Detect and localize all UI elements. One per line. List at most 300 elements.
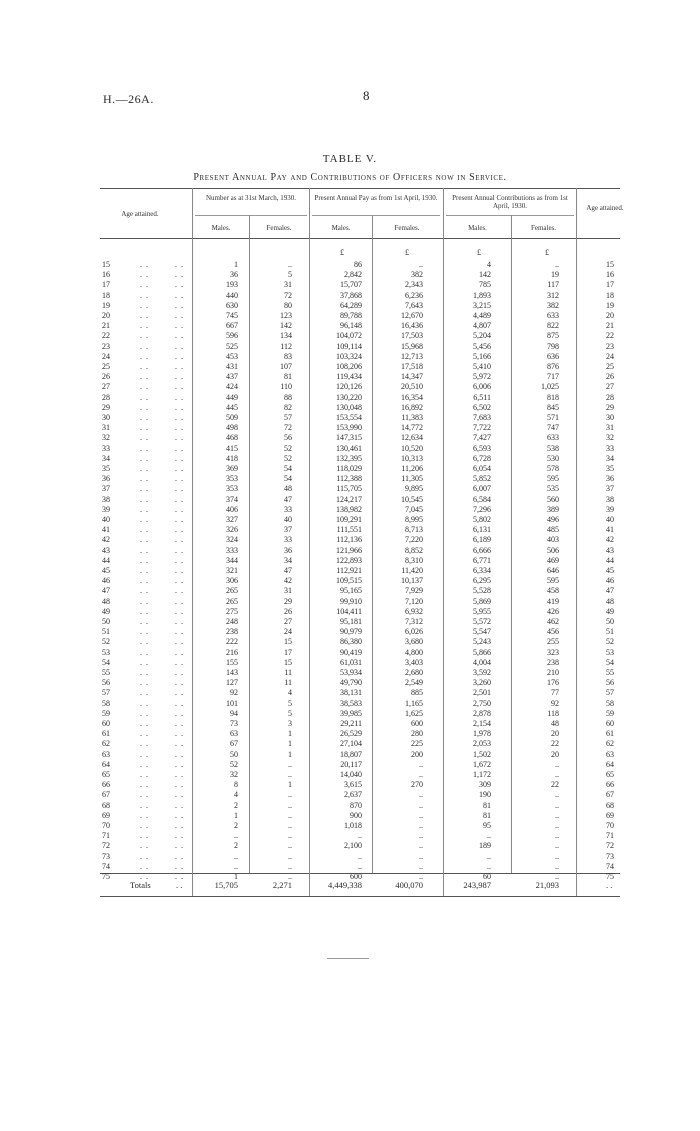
row-age-right: 55 — [606, 668, 614, 677]
row-number-males: 449 — [226, 392, 238, 402]
row-contrib-males: 6,771 — [473, 555, 491, 565]
row-pay-females: 3,403 — [405, 657, 423, 667]
row-age-right: 33 — [606, 443, 614, 453]
leader-dots: . . — [140, 668, 149, 677]
row-pay-males: 130,461 — [336, 443, 362, 453]
row-pay-males: 121,966 — [336, 545, 362, 555]
row-number-females: 57 — [284, 413, 292, 422]
leader-dots: . . — [140, 331, 149, 341]
leader-dots: . . — [175, 392, 184, 402]
row-contrib-males: 5,410 — [473, 362, 491, 371]
leader-dots: . . — [140, 821, 149, 830]
row-pay-females: 7,045 — [405, 504, 423, 514]
row-number-males: 52 — [230, 759, 238, 769]
end-rule — [327, 958, 369, 959]
row-age-right: 63 — [606, 749, 614, 759]
row-contrib-males: 6,584 — [473, 494, 491, 504]
leader-dots: . . — [175, 647, 184, 657]
row-age-right: 65 — [606, 770, 614, 779]
row-number-females: 54 — [284, 464, 292, 473]
leader-dots: . . — [175, 351, 184, 361]
leader-dots: . . — [140, 627, 149, 637]
row-number-males: 440 — [226, 290, 238, 300]
row-number-males: 406 — [226, 504, 238, 514]
leader-dots: . . — [140, 372, 149, 382]
row-pay-females: 12,670 — [401, 311, 423, 320]
row-contrib-males: 6,511 — [473, 392, 491, 402]
row-number-females: .. — [288, 759, 292, 769]
row-number-females: 31 — [284, 280, 292, 290]
row-contrib-males: 6,502 — [473, 402, 491, 412]
row-age-right: 19 — [606, 300, 614, 310]
row-contrib-females: .. — [555, 821, 559, 830]
row-number-females: .. — [288, 260, 292, 269]
row-pay-males: 53,934 — [340, 668, 362, 677]
leader-dots: . . — [140, 841, 149, 851]
pay-males-unit: £ — [340, 248, 344, 257]
row-pay-males: 20,117 — [340, 759, 362, 769]
row-pay-males: 99,910 — [340, 596, 362, 606]
row-pay-females: 885 — [411, 688, 423, 698]
row-number-males: 265 — [226, 586, 238, 596]
row-number-females: .. — [288, 821, 292, 830]
row-pay-males: 138,982 — [336, 504, 362, 514]
row-contrib-females: 117 — [547, 280, 559, 290]
leader-dots: . . — [175, 270, 184, 280]
row-number-females: 11 — [284, 668, 292, 677]
row-number-males: 155 — [226, 657, 238, 667]
table-subtitle: Present Annual Pay and Contributions of Officers now in Service. — [193, 172, 507, 183]
row-number-females: 42 — [284, 576, 292, 586]
row-age: 73 — [102, 851, 110, 861]
row-contrib-females: 77 — [551, 688, 559, 698]
row-age-right: 62 — [606, 739, 614, 749]
row-contrib-females: 210 — [547, 668, 559, 677]
row-pay-males: 38,131 — [340, 688, 362, 698]
leader-dots: . . — [140, 576, 149, 586]
row-age: 15 — [102, 260, 110, 269]
row-number-males: 222 — [226, 637, 238, 647]
row-pay-males: 109,291 — [336, 515, 362, 524]
row-age-right: 48 — [606, 596, 614, 606]
row-pay-males: 153,990 — [336, 423, 362, 433]
row-age: 33 — [102, 443, 110, 453]
row-number-males: 2 — [234, 800, 238, 810]
row-pay-males: 130,220 — [336, 392, 362, 402]
leader-dots: . . — [175, 810, 184, 820]
row-pay-males: 153,554 — [336, 413, 362, 422]
row-pay-females: 1,625 — [405, 708, 423, 718]
row-number-males: 306 — [226, 576, 238, 586]
leader-dots: . . — [140, 535, 149, 545]
row-pay-females: .. — [419, 851, 423, 861]
leader-dots: . . — [175, 300, 184, 310]
row-number-males: 333 — [226, 545, 238, 555]
row-number-females: 4 — [288, 688, 292, 698]
row-pay-females: 6,236 — [405, 290, 423, 300]
row-contrib-males: 142 — [479, 270, 491, 280]
leader-dots: . . — [140, 810, 149, 820]
leader-dots: . . — [175, 362, 184, 371]
row-age: 22 — [102, 331, 110, 341]
row-pay-females: 15,968 — [401, 341, 423, 351]
row-age: 16 — [102, 270, 110, 280]
row-contrib-females: .. — [555, 800, 559, 810]
row-contrib-females: 560 — [547, 494, 559, 504]
row-age-right: 67 — [606, 790, 614, 800]
row-contrib-females: 496 — [547, 515, 559, 524]
row-number-males: 369 — [226, 464, 238, 473]
row-age-right: 47 — [606, 586, 614, 596]
row-number-females: 17 — [284, 647, 292, 657]
row-contrib-males: 6,006 — [473, 382, 491, 392]
row-contrib-males: 5,456 — [473, 341, 491, 351]
row-contrib-females: 818 — [547, 392, 559, 402]
row-contrib-males: 6,295 — [473, 576, 491, 586]
row-pay-females: .. — [419, 872, 423, 881]
row-contrib-females: 469 — [547, 555, 559, 565]
row-age: 38 — [102, 494, 110, 504]
row-contrib-females: .. — [555, 759, 559, 769]
leader-dots: . . — [175, 372, 184, 382]
row-age-right: 74 — [606, 861, 614, 871]
row-number-males: 326 — [226, 525, 238, 535]
row-age: 57 — [102, 688, 110, 698]
row-pay-females: 11,383 — [401, 413, 423, 422]
leader-dots: . . — [140, 872, 149, 881]
totals-pay-males: 4,449,338 — [328, 880, 362, 890]
row-pay-males: 130,048 — [336, 402, 362, 412]
leader-dots: . . — [140, 851, 149, 861]
row-age: 70 — [102, 821, 110, 830]
leader-dots: . . — [140, 382, 149, 392]
row-age-right: 28 — [606, 392, 614, 402]
totals-pay-females: 400,070 — [395, 880, 423, 890]
table-title: TABLE V. — [322, 153, 378, 165]
leader-dots: . . — [175, 535, 184, 545]
row-pay-males: 119,434 — [336, 372, 362, 382]
row-contrib-males: 5,204 — [473, 331, 491, 341]
leader-dots: . . — [140, 617, 149, 626]
row-age-right: 24 — [606, 351, 614, 361]
row-pay-females: 11,420 — [401, 566, 423, 575]
row-age: 26 — [102, 372, 110, 382]
row-contrib-females: 876 — [547, 362, 559, 371]
row-age: 69 — [102, 810, 110, 820]
row-pay-males: .. — [358, 831, 362, 841]
row-age-right: 31 — [606, 423, 614, 433]
leader-dots: . . — [175, 402, 184, 412]
row-number-females: 134 — [280, 331, 292, 341]
row-contrib-males: .. — [487, 861, 491, 871]
row-age: 40 — [102, 515, 110, 524]
row-pay-females: .. — [419, 831, 423, 841]
row-contrib-females: 458 — [547, 586, 559, 596]
pay-group-rule — [312, 215, 440, 216]
row-contrib-males: .. — [487, 851, 491, 861]
row-number-males: 431 — [226, 362, 238, 371]
leader-dots: . . — [175, 504, 184, 514]
row-number-females: 26 — [284, 606, 292, 616]
row-pay-females: 20,510 — [401, 382, 423, 392]
row-contrib-females: 747 — [547, 423, 559, 433]
row-age: 44 — [102, 555, 110, 565]
row-number-females: 29 — [284, 596, 292, 606]
row-number-females: .. — [288, 841, 292, 851]
row-contrib-males: 1,672 — [473, 759, 491, 769]
row-contrib-males: 7,722 — [473, 423, 491, 433]
leader-dots: . . — [140, 260, 149, 269]
row-pay-females: 16,436 — [401, 321, 423, 331]
row-number-males: 1 — [234, 260, 238, 269]
row-contrib-females: 419 — [547, 596, 559, 606]
row-age: 61 — [102, 729, 110, 739]
row-number-males: 437 — [226, 372, 238, 382]
row-pay-males: 27,104 — [340, 739, 362, 749]
row-age-right: 73 — [606, 851, 614, 861]
row-pay-males: 112,921 — [336, 566, 362, 575]
row-number-females: .. — [288, 800, 292, 810]
row-age-right: 18 — [606, 290, 614, 300]
header-number-group: Number as at 31st March, 1930. — [205, 194, 296, 202]
row-contrib-males: 3,215 — [473, 300, 491, 310]
row-pay-females: 1,165 — [405, 698, 423, 708]
row-contrib-males: 7,683 — [473, 413, 491, 422]
leader-dots: . . — [140, 861, 149, 871]
row-number-females: 34 — [284, 555, 292, 565]
row-age-right: 57 — [606, 688, 614, 698]
row-contrib-males: 4,489 — [473, 311, 491, 320]
row-number-males: 445 — [226, 402, 238, 412]
row-contrib-females: 633 — [547, 433, 559, 443]
row-age-right: 40 — [606, 515, 614, 524]
row-age: 64 — [102, 759, 110, 769]
row-contrib-females: 822 — [547, 321, 559, 331]
row-age: 45 — [102, 566, 110, 575]
row-number-females: .. — [288, 810, 292, 820]
row-contrib-females: .. — [555, 841, 559, 851]
row-pay-females: 2,343 — [405, 280, 423, 290]
row-pay-males: 1,018 — [344, 821, 362, 830]
row-age: 65 — [102, 770, 110, 779]
row-age-right: 71 — [606, 831, 614, 841]
leader-dots: . . — [140, 321, 149, 331]
leader-dots: . . — [175, 280, 184, 290]
leader-dots: . . — [175, 627, 184, 637]
row-pay-males: 108,206 — [336, 362, 362, 371]
row-number-females: 83 — [284, 351, 292, 361]
leader-dots: . . — [175, 729, 184, 739]
leader-dots: . . — [175, 423, 184, 433]
row-age-right: 36 — [606, 474, 614, 484]
row-contrib-females: 845 — [547, 402, 559, 412]
header-contrib-group: Present Annual Contributions as from 1st April, 1930. — [452, 194, 568, 210]
row-contrib-females: 636 — [547, 351, 559, 361]
row-age-right: 30 — [606, 413, 614, 422]
row-contrib-males: 6,131 — [473, 525, 491, 535]
row-pay-males: 103,324 — [336, 351, 362, 361]
contrib-females-unit: £ — [545, 248, 549, 257]
row-contrib-males: 5,572 — [473, 617, 491, 626]
row-age: 54 — [102, 657, 110, 667]
row-number-males: 344 — [226, 555, 238, 565]
row-pay-males: 122,893 — [336, 555, 362, 565]
row-contrib-males: 2,878 — [473, 708, 491, 718]
row-contrib-females: 20 — [551, 729, 559, 739]
leader-dots: . . — [175, 474, 184, 484]
leader-dots: . . — [175, 484, 184, 494]
row-contrib-females: .. — [555, 872, 559, 881]
row-number-males: 353 — [226, 474, 238, 484]
row-number-males: 94 — [230, 708, 238, 718]
row-number-females: 48 — [284, 484, 292, 494]
row-contrib-females: .. — [555, 831, 559, 841]
row-contrib-females: 506 — [547, 545, 559, 555]
header-contrib-females: Females. — [530, 224, 557, 232]
row-contrib-females: 578 — [547, 464, 559, 473]
row-age-right: 75 — [606, 872, 614, 881]
row-number-males: 324 — [226, 535, 238, 545]
row-number-females: 72 — [284, 423, 292, 433]
row-pay-females: .. — [419, 770, 423, 779]
row-age: 35 — [102, 464, 110, 473]
row-number-males: 8 — [234, 780, 238, 790]
row-pay-females: 10,137 — [401, 576, 423, 586]
row-contrib-females: .. — [555, 851, 559, 861]
row-number-females: 24 — [284, 627, 292, 637]
leader-dots: . . — [140, 637, 149, 647]
row-number-males: 1 — [234, 810, 238, 820]
leader-dots: . . — [175, 545, 184, 555]
row-pay-females: 200 — [411, 749, 423, 759]
row-number-females: 72 — [284, 290, 292, 300]
row-contrib-males: 190 — [479, 790, 491, 800]
row-age: 50 — [102, 617, 110, 626]
row-contrib-males: 4,004 — [473, 657, 491, 667]
leader-dots: . . — [175, 841, 184, 851]
row-pay-females: 270 — [411, 780, 423, 790]
row-age: 24 — [102, 351, 110, 361]
row-number-males: 453 — [226, 351, 238, 361]
row-pay-males: 64,289 — [340, 300, 362, 310]
row-contrib-males: 5,243 — [473, 637, 491, 647]
row-number-males: 424 — [226, 382, 238, 392]
row-pay-males: 115,705 — [336, 484, 362, 494]
leader-dots: . . — [175, 515, 184, 524]
row-age-right: 59 — [606, 708, 614, 718]
row-contrib-females: 535 — [547, 484, 559, 494]
row-pay-males: 109,114 — [336, 341, 362, 351]
row-age-right: 43 — [606, 545, 614, 555]
row-pay-males: 109,515 — [336, 576, 362, 586]
row-number-females: 15 — [284, 637, 292, 647]
row-age: 42 — [102, 535, 110, 545]
row-age-right: 29 — [606, 402, 614, 412]
row-pay-males: 38,583 — [340, 698, 362, 708]
row-pay-males: 104,072 — [336, 331, 362, 341]
row-age: 71 — [102, 831, 110, 841]
leader-dots: . . — [140, 504, 149, 514]
row-pay-females: .. — [419, 260, 423, 269]
leader-dots: . . — [175, 872, 184, 881]
row-number-females: 11 — [284, 678, 292, 688]
row-age: 72 — [102, 841, 110, 851]
row-contrib-males: 5,528 — [473, 586, 491, 596]
row-contrib-females: 118 — [547, 708, 559, 718]
row-pay-females: .. — [419, 810, 423, 820]
leader-dots: . . — [140, 494, 149, 504]
row-contrib-females: 382 — [547, 300, 559, 310]
row-age: 37 — [102, 484, 110, 494]
row-contrib-males: 3,260 — [473, 678, 491, 688]
row-age: 30 — [102, 413, 110, 422]
row-pay-females: 6,932 — [405, 606, 423, 616]
leader-dots: . . — [140, 464, 149, 473]
row-age: 49 — [102, 606, 110, 616]
leader-dots: . . — [140, 586, 149, 596]
row-pay-males: 870 — [350, 800, 362, 810]
row-age: 28 — [102, 392, 110, 402]
row-contrib-males: 4,807 — [473, 321, 491, 331]
row-age-right: 56 — [606, 678, 614, 688]
row-contrib-females: 19 — [551, 270, 559, 280]
leader-dots: . . — [175, 321, 184, 331]
row-age-right: 27 — [606, 382, 614, 392]
header-pay-females: Females. — [394, 224, 420, 232]
row-number-females: 1 — [288, 739, 292, 749]
leader-dots: . . — [140, 525, 149, 535]
row-contrib-females: 48 — [551, 719, 559, 728]
row-number-females: 31 — [284, 586, 292, 596]
row-contrib-females: .. — [555, 810, 559, 820]
row-number-males: 32 — [230, 770, 238, 779]
row-number-males: 73 — [230, 719, 238, 728]
row-age-right: 66 — [606, 780, 614, 790]
row-contrib-females: 403 — [547, 535, 559, 545]
row-contrib-males: 5,802 — [473, 515, 491, 524]
row-number-males: 509 — [226, 413, 238, 422]
row-age: 21 — [102, 321, 110, 331]
row-age-right: 42 — [606, 535, 614, 545]
row-number-females: .. — [288, 770, 292, 779]
row-number-males: 63 — [230, 729, 238, 739]
row-contrib-females: 426 — [547, 606, 559, 616]
leader-dots: . . — [140, 688, 149, 698]
row-number-females: 36 — [284, 545, 292, 555]
row-pay-males: .. — [358, 861, 362, 871]
row-pay-males: 600 — [350, 872, 362, 881]
leader-dots: . . — [140, 474, 149, 484]
row-pay-females: 7,120 — [405, 596, 423, 606]
row-contrib-females: 456 — [547, 627, 559, 637]
row-pay-males: 90,419 — [340, 647, 362, 657]
row-number-males: 216 — [226, 647, 238, 657]
row-age-right: 32 — [606, 433, 614, 443]
row-pay-females: 6,026 — [405, 627, 423, 637]
row-pay-males: 29,211 — [340, 719, 362, 728]
row-age: 19 — [102, 300, 110, 310]
row-age: 41 — [102, 525, 110, 535]
contrib-group-rule — [446, 215, 574, 216]
row-number-females: 5 — [288, 698, 292, 708]
row-pay-males: 89,788 — [340, 311, 362, 320]
row-age: 51 — [102, 627, 110, 637]
leader-dots: . . — [140, 484, 149, 494]
row-number-males: .. — [234, 861, 238, 871]
totals-dots: . . — [176, 880, 183, 890]
row-contrib-females: 255 — [547, 637, 559, 647]
leader-dots: . . — [140, 402, 149, 412]
